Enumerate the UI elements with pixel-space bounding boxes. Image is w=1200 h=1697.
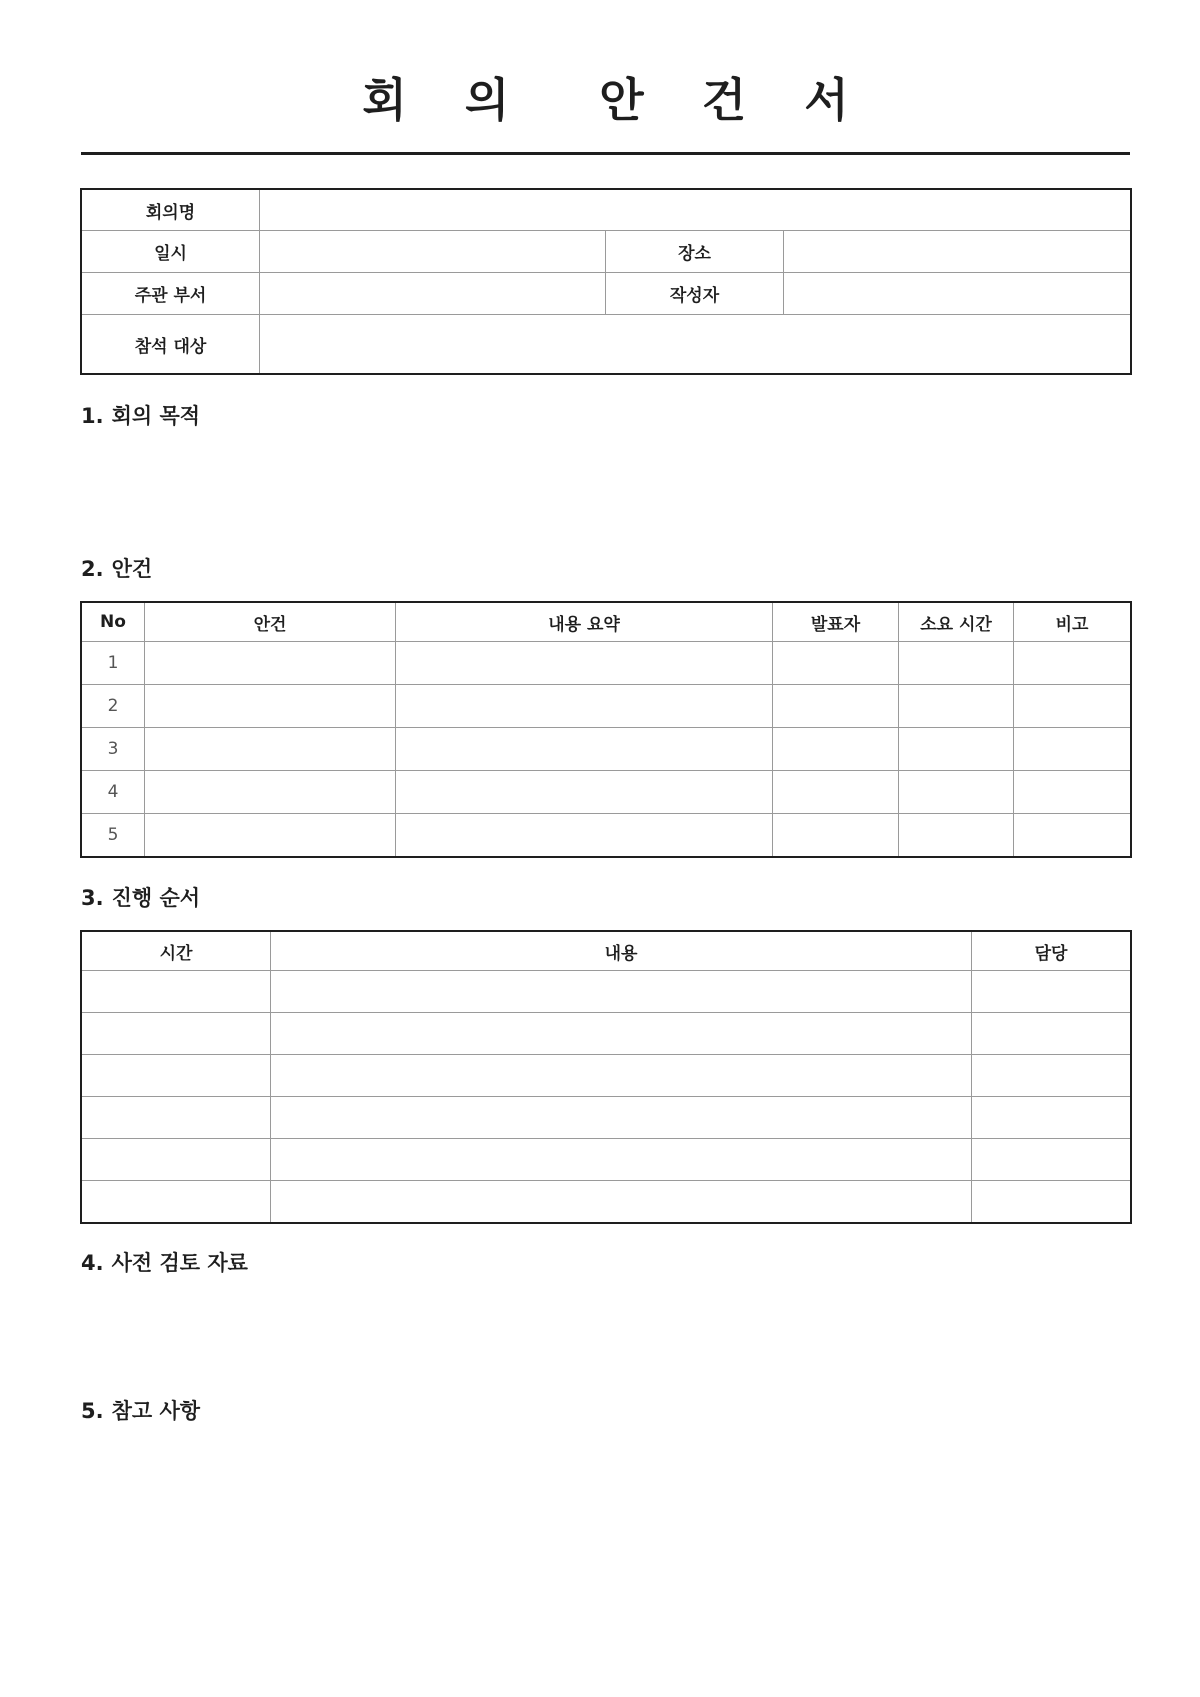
time-cell[interactable]	[82, 1013, 271, 1055]
table-row	[82, 728, 1131, 771]
content-cell[interactable]	[271, 1139, 972, 1181]
attendees-label: 참석 대상	[82, 315, 260, 374]
table-row	[82, 814, 1131, 857]
row-number: 5	[82, 814, 145, 857]
row-number: 2	[82, 685, 145, 728]
table-row	[82, 1181, 1131, 1223]
time-cell[interactable]	[82, 1097, 271, 1139]
note-cell[interactable]	[1014, 728, 1131, 771]
column-header: 담당	[972, 932, 1131, 971]
owner-cell[interactable]	[972, 1013, 1131, 1055]
meeting-info-table	[81, 189, 1131, 374]
column-header: 안건	[145, 603, 396, 642]
title-divider	[81, 152, 1130, 155]
table-row	[82, 771, 1131, 814]
time-cell[interactable]	[82, 1139, 271, 1181]
agenda-cell[interactable]	[145, 728, 396, 771]
reference-notes-area[interactable]	[81, 1432, 1130, 1632]
table-row	[82, 1055, 1131, 1097]
content-cell[interactable]	[271, 1097, 972, 1139]
host-dept-field[interactable]	[260, 273, 606, 315]
section-heading	[81, 1250, 248, 1276]
title-char: 의	[464, 73, 510, 127]
host-dept-label: 주관 부서	[82, 273, 260, 315]
content-cell[interactable]	[271, 971, 972, 1013]
section-title: 진행 순서	[111, 886, 201, 910]
section-number: 1.	[81, 404, 104, 428]
agenda-cell[interactable]	[145, 642, 396, 685]
note-cell[interactable]	[1014, 642, 1131, 685]
attendees-field[interactable]	[260, 315, 1131, 374]
note-cell[interactable]	[1014, 814, 1131, 857]
table-row	[82, 1013, 1131, 1055]
section-heading	[81, 885, 200, 911]
table-row	[82, 1097, 1131, 1139]
section-heading	[81, 1398, 200, 1424]
column-header: 내용	[271, 932, 972, 971]
presenter-cell[interactable]	[773, 685, 899, 728]
note-cell[interactable]	[1014, 685, 1131, 728]
summary-cell[interactable]	[396, 642, 773, 685]
column-header: 내용 요약	[396, 603, 773, 642]
summary-cell[interactable]	[396, 814, 773, 857]
table-row	[82, 642, 1131, 685]
content-cell[interactable]	[271, 1181, 972, 1223]
section-title: 회의 목적	[111, 404, 201, 428]
column-header: No	[82, 603, 145, 642]
owner-cell[interactable]	[972, 971, 1131, 1013]
table-header-row	[82, 603, 1131, 642]
content-cell[interactable]	[271, 1055, 972, 1097]
agenda-cell[interactable]	[145, 814, 396, 857]
title-char: 회	[362, 73, 407, 127]
owner-cell[interactable]	[972, 1139, 1131, 1181]
row-number: 4	[82, 771, 145, 814]
column-header: 발표자	[773, 603, 899, 642]
section-title: 안건	[111, 557, 153, 581]
table-row	[82, 1139, 1131, 1181]
agenda-table	[81, 602, 1131, 857]
duration-cell[interactable]	[899, 814, 1014, 857]
summary-cell[interactable]	[396, 771, 773, 814]
title-char: 서	[804, 73, 849, 127]
owner-cell[interactable]	[972, 1181, 1131, 1223]
section-number: 2.	[81, 557, 104, 581]
section-number: 4.	[81, 1251, 104, 1275]
presenter-cell[interactable]	[773, 771, 899, 814]
duration-cell[interactable]	[899, 771, 1014, 814]
review-materials-area[interactable]	[81, 1284, 1130, 1384]
meeting-name-field[interactable]	[260, 190, 1131, 231]
duration-cell[interactable]	[899, 685, 1014, 728]
section-heading	[81, 556, 152, 582]
content-cell[interactable]	[271, 1013, 972, 1055]
column-header: 시간	[82, 932, 271, 971]
table-row	[82, 685, 1131, 728]
summary-cell[interactable]	[396, 728, 773, 771]
duration-cell[interactable]	[899, 642, 1014, 685]
datetime-field[interactable]	[260, 231, 606, 273]
presenter-cell[interactable]	[773, 728, 899, 771]
table-header-row	[82, 932, 1131, 971]
owner-cell[interactable]	[972, 1097, 1131, 1139]
document-title	[81, 72, 1130, 128]
time-cell[interactable]	[82, 1055, 271, 1097]
row-number: 1	[82, 642, 145, 685]
section-number: 3.	[81, 886, 104, 910]
agenda-cell[interactable]	[145, 771, 396, 814]
meeting-name-label: 회의명	[82, 190, 260, 231]
time-cell[interactable]	[82, 1181, 271, 1223]
section-title: 참고 사항	[111, 1399, 201, 1423]
place-field[interactable]	[784, 231, 1131, 273]
duration-cell[interactable]	[899, 728, 1014, 771]
presenter-cell[interactable]	[773, 642, 899, 685]
section-heading	[81, 403, 200, 429]
author-field[interactable]	[784, 273, 1131, 315]
row-number: 3	[82, 728, 145, 771]
section-number: 5.	[81, 1399, 104, 1423]
datetime-label: 일시	[82, 231, 260, 273]
owner-cell[interactable]	[972, 1055, 1131, 1097]
place-label: 장소	[606, 231, 784, 273]
title-char: 건	[701, 73, 747, 127]
column-header: 비고	[1014, 603, 1131, 642]
summary-cell[interactable]	[396, 685, 773, 728]
presenter-cell[interactable]	[773, 814, 899, 857]
column-header: 소요 시간	[899, 603, 1014, 642]
agenda-cell[interactable]	[145, 685, 396, 728]
title-char: 안	[599, 73, 644, 127]
author-label: 작성자	[606, 273, 784, 315]
purpose-area[interactable]	[81, 435, 1130, 545]
table-row	[82, 971, 1131, 1013]
note-cell[interactable]	[1014, 771, 1131, 814]
section-title: 사전 검토 자료	[111, 1251, 248, 1275]
time-cell[interactable]	[82, 971, 271, 1013]
progress-order-table	[81, 931, 1131, 1223]
